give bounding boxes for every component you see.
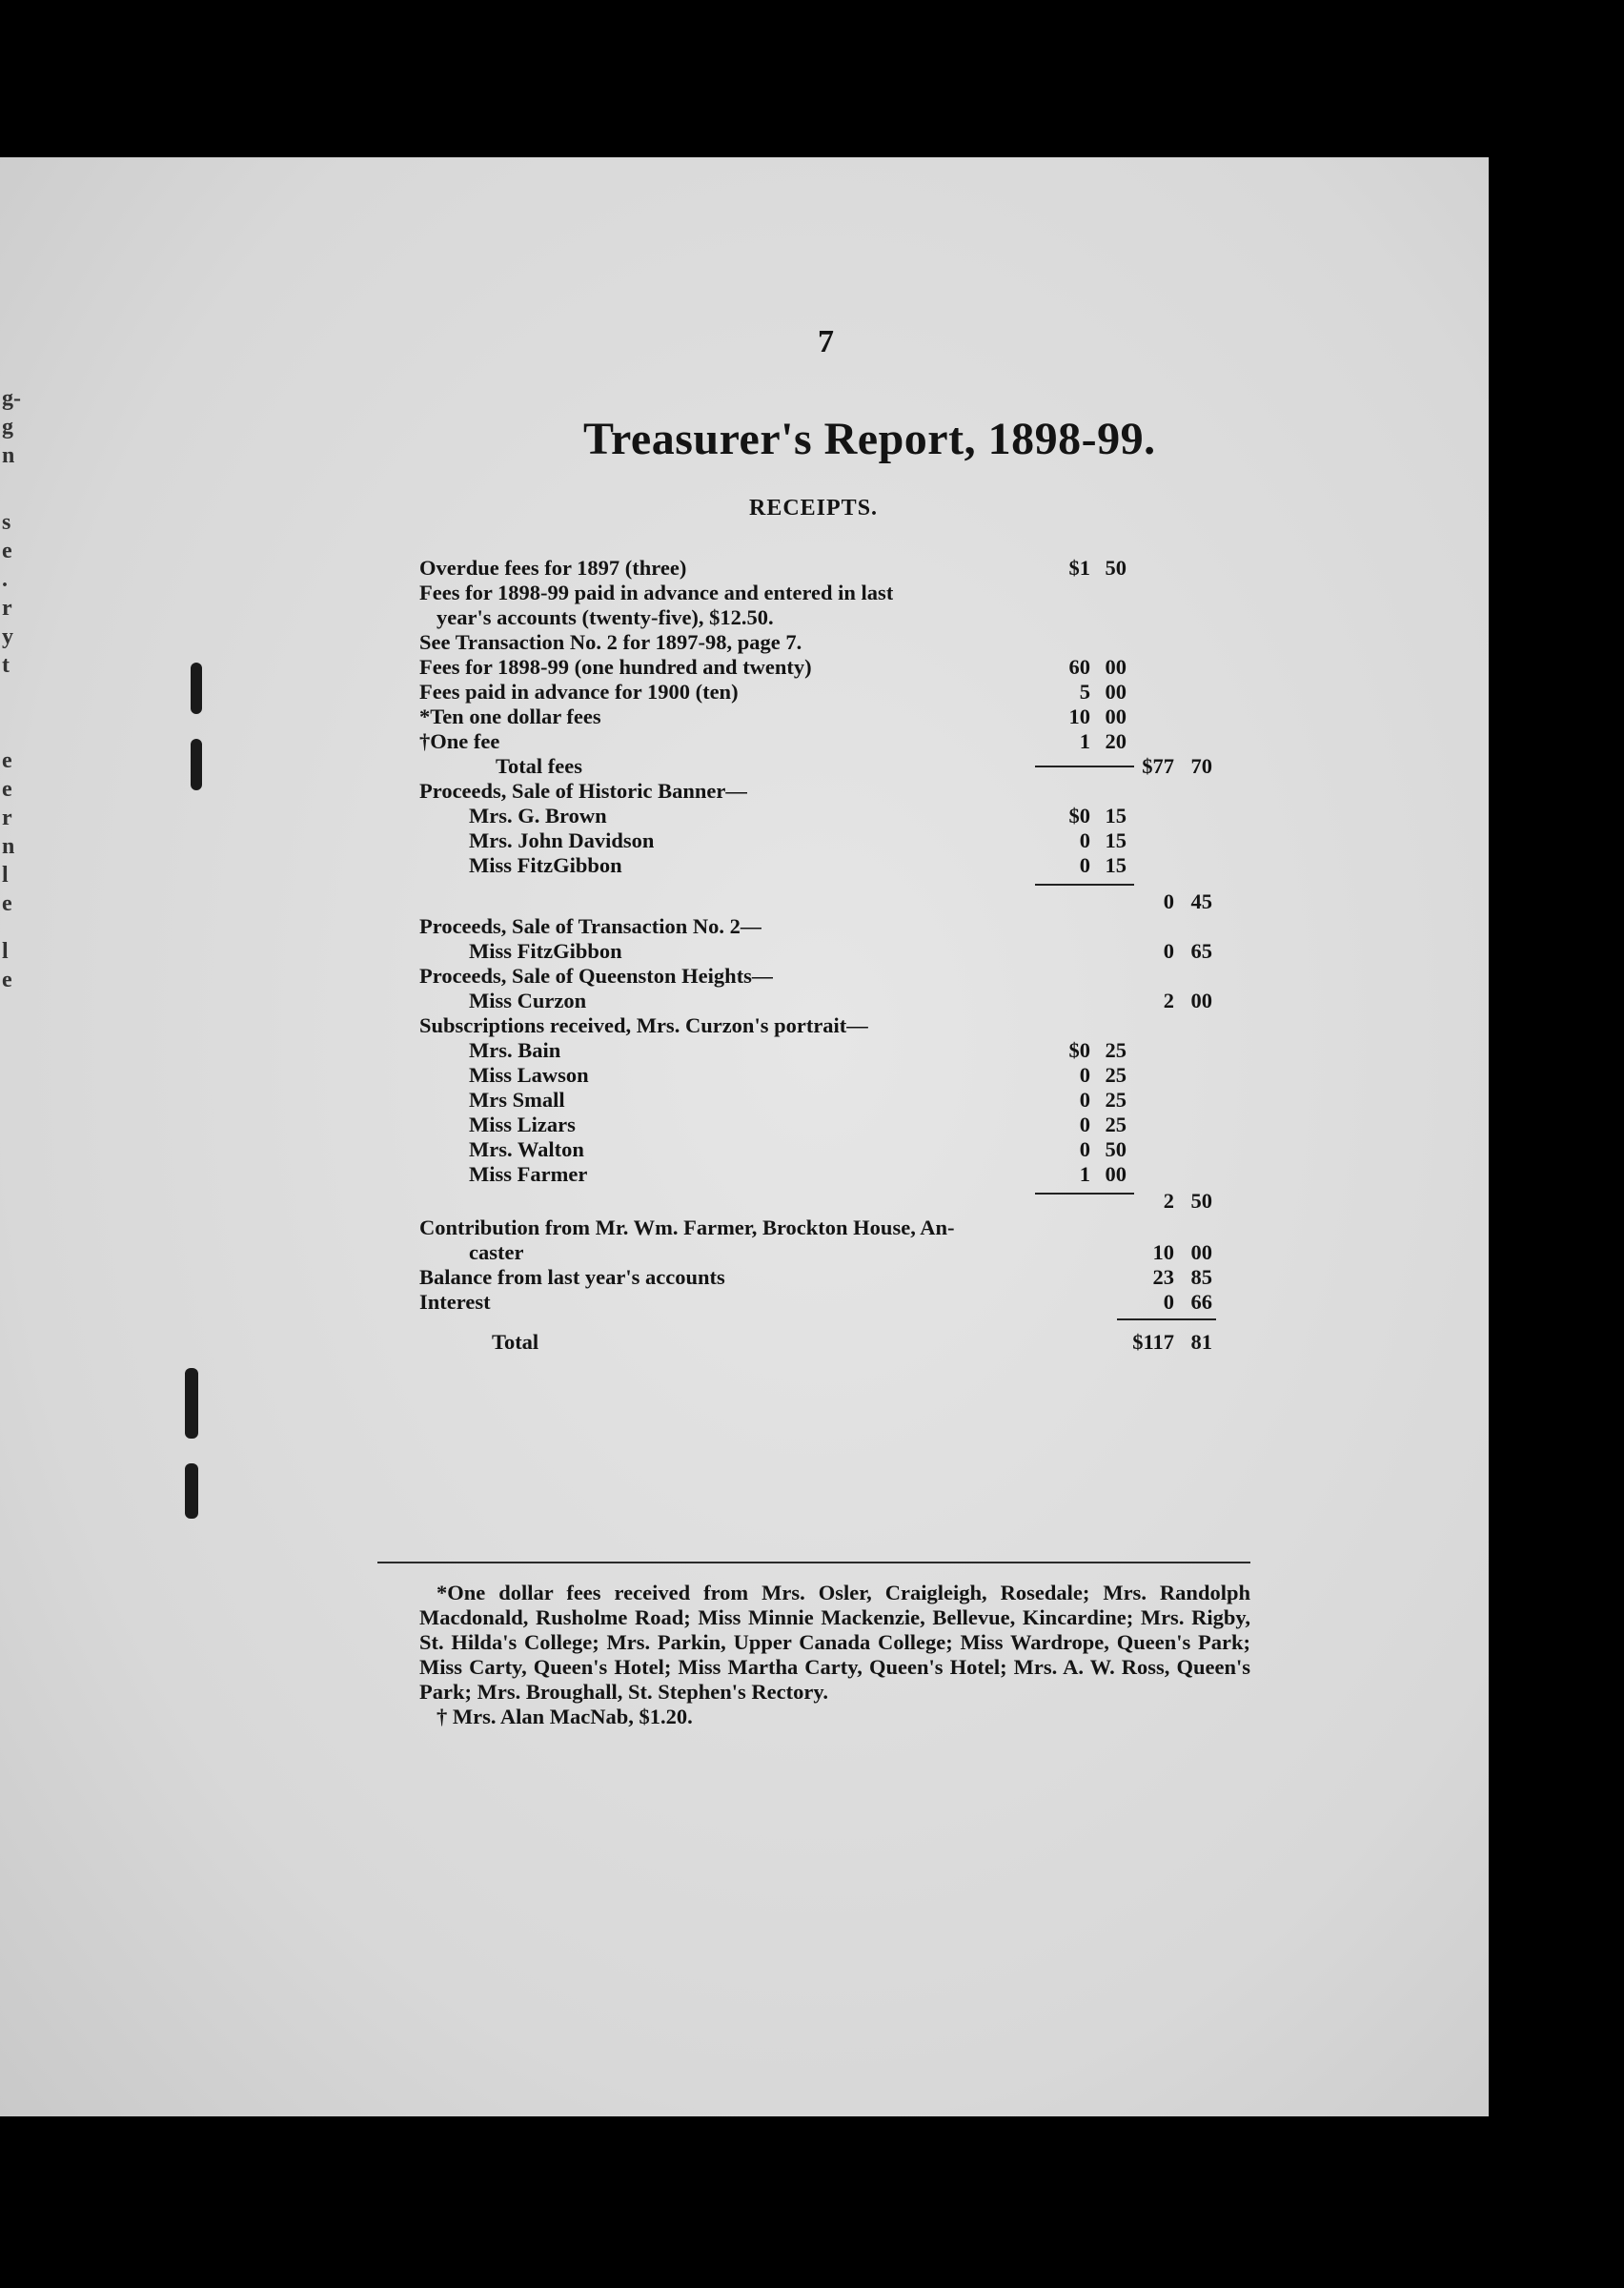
ledger-row: Overdue fees for 1897 (three) $1 50 <box>419 556 1127 580</box>
gutter-letter: e <box>2 777 12 802</box>
ledger-row: 0 45 <box>419 878 1220 914</box>
gutter-letter: y <box>2 624 13 649</box>
ledger-row: Subscriptions received, Mrs. Curzon's portrait— <box>419 1013 868 1037</box>
section-divider <box>377 1562 1250 1563</box>
gutter-letter: n <box>2 834 15 859</box>
ledger-row: Proceeds, Sale of Queenston Heights— <box>419 964 774 988</box>
ledger-row: Mrs Small 0 25 <box>469 1088 1127 1112</box>
ledger-row: Total $117 81 <box>419 1315 1220 1364</box>
gutter-letter: . <box>2 567 8 592</box>
ledger-row: Miss Lawson 0 25 <box>469 1063 1127 1087</box>
ledger-row: Contribution from Mr. Wm. Farmer, Brockton House, An- <box>419 1216 955 1239</box>
ledger-row: Fees paid in advance for 1900 (ten) 5 00 <box>419 680 1127 704</box>
ledger-row: 2 50 <box>419 1187 1220 1216</box>
gutter-letter: r <box>2 806 12 830</box>
ledger-row: Total fees $77 70 <box>496 754 1212 778</box>
scan-mark <box>191 739 202 790</box>
gutter-letter: t <box>2 653 10 678</box>
ledger-row: †One fee 1 20 <box>419 729 1127 753</box>
rule <box>1035 884 1134 886</box>
gutter-letter: n <box>2 443 15 468</box>
ledger-row: Miss FitzGibbon 0 65 <box>469 939 1212 963</box>
ledger-row: Mrs. Bain $0 25 <box>469 1038 1127 1062</box>
ledger-row: Mrs. G. Brown $0 15 <box>469 804 1127 827</box>
gutter-letter: e <box>2 539 12 563</box>
gutter-letter: g <box>2 415 13 439</box>
ledger-row: Proceeds, Sale of Historic Banner— <box>419 779 747 803</box>
ledger-row: See Transaction No. 2 for 1897-98, page 7. <box>419 630 802 654</box>
ledger-row: *Ten one dollar fees 10 00 <box>419 705 1127 728</box>
scan-mark <box>185 1368 198 1439</box>
ledger-row: Proceeds, Sale of Transaction No. 2— <box>419 914 762 938</box>
ledger-row: Fees for 1898-99 (one hundred and twenty) 60 00 <box>419 655 1127 679</box>
ledger-row: Fees for 1898-99 paid in advance and entered in last <box>419 581 894 604</box>
ledger-row: Miss FitzGibbon 0 15 <box>469 853 1127 877</box>
scan-mark <box>185 1463 198 1519</box>
gutter-letter: e <box>2 748 12 773</box>
ledger-row: caster 10 00 <box>469 1240 1212 1264</box>
page-title: Treasurer's Report, 1898-99. <box>583 414 1156 464</box>
ledger-row: Miss Lizars 0 25 <box>469 1113 1127 1136</box>
gutter-letter: e <box>2 891 12 916</box>
page-number: 7 <box>818 324 834 359</box>
ledger-row: Miss Curzon 2 00 <box>469 989 1212 1012</box>
gutter-letter: g- <box>2 386 21 411</box>
ledger-row: Mrs. John Davidson 0 15 <box>469 828 1127 852</box>
gutter-letter: r <box>2 596 12 621</box>
gutter-letter: s <box>2 510 11 535</box>
ledger-row: Mrs. Walton 0 50 <box>469 1137 1127 1161</box>
ledger-row: Balance from last year's accounts 23 85 <box>419 1265 1212 1289</box>
ledger-row: Interest 0 66 <box>419 1290 1212 1314</box>
facing-page-gutter <box>0 157 25 2116</box>
gutter-letter: l <box>2 863 9 888</box>
footnote-star: *One dollar fees received from Mrs. Osler, Craigleigh, Rosedale; Mrs. Randolph Macdonald, Rusholme Road; Miss Minnie Mackenzie, Bellevue, Kincardine; Mrs. Rigby, St. Hilda's College; Mrs. Parkin, Upper Canada College; Miss Wardrope, Queen's Park; Miss Carty, Queen's Hotel; Miss Martha Carty, Queen's Hotel; Mrs. A. W. Ross, Queen's Park; Mrs. Broughall, St. Stephen's Rectory. <box>419 1581 1250 1704</box>
gutter-letter: e <box>2 968 12 992</box>
footnotes <box>419 1581 1250 1729</box>
ledger-row: Miss Farmer 1 00 <box>469 1162 1127 1186</box>
document-page <box>0 157 1489 2116</box>
section-heading: RECEIPTS. <box>749 496 879 521</box>
gutter-letter: l <box>2 939 9 964</box>
receipts-ledger <box>419 556 1220 1364</box>
rule <box>1117 1318 1216 1320</box>
footnote-dagger: † Mrs. Alan MacNab, $1.20. <box>436 1705 693 1728</box>
ledger-row: year's accounts (twenty-five), $12.50. <box>436 605 774 629</box>
scan-mark <box>191 663 202 714</box>
